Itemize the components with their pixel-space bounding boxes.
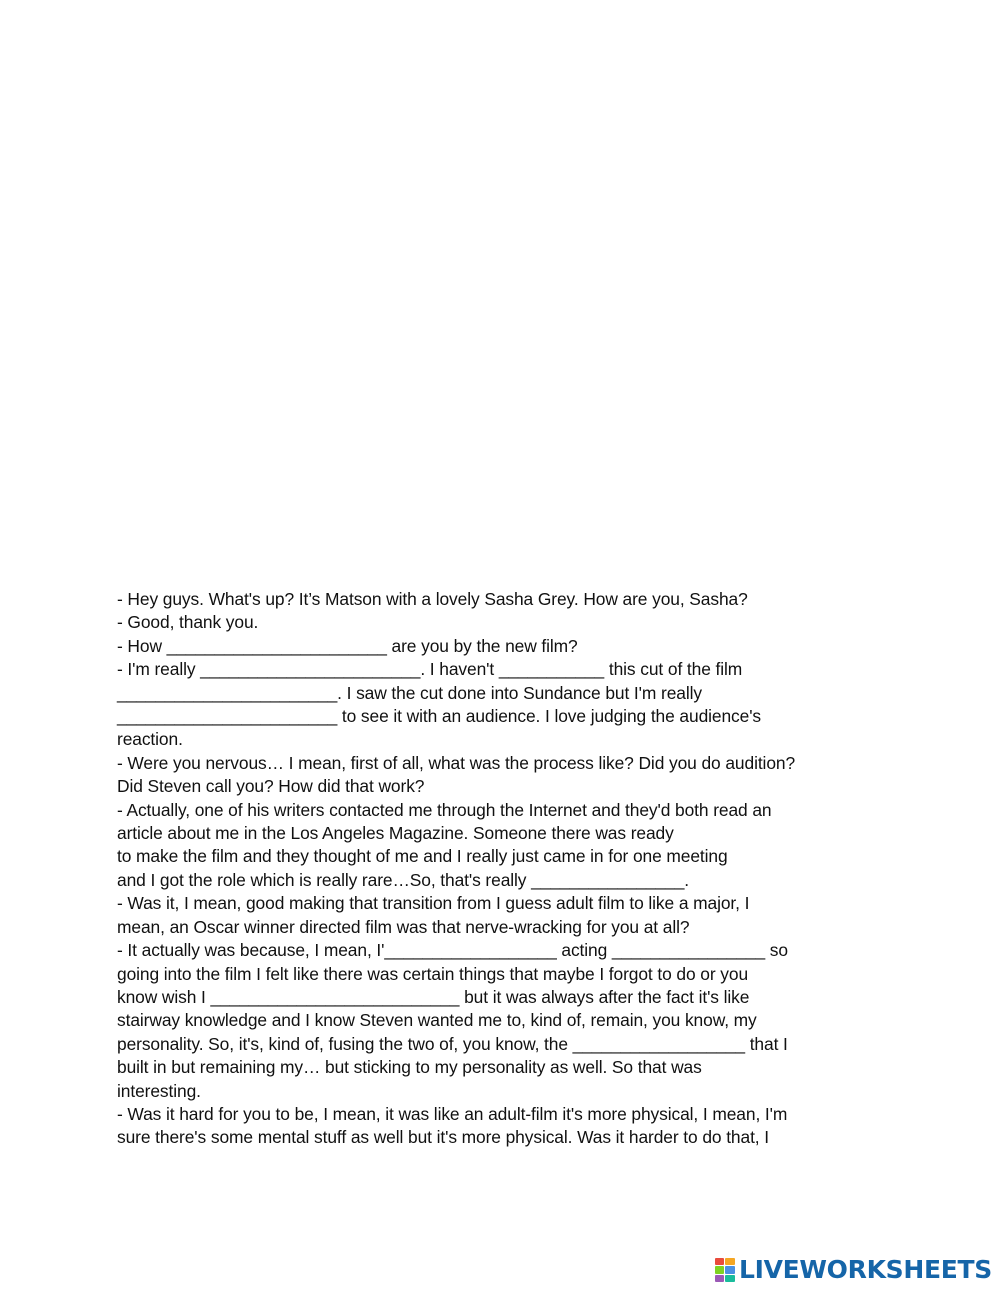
transcript-line: Did Steven call you? How did that work? — [117, 776, 425, 797]
transcript-line: sure there's some mental stuff as well but it's more physical. Was it harder to do that, I — [117, 1127, 770, 1148]
logo-tile — [715, 1266, 725, 1273]
transcript-line: - I'm really _______________________. I haven't ___________ this cut of the film — [117, 659, 743, 680]
transcript-line: to make the film and they thought of me and I really just came in for one meeting — [117, 846, 728, 867]
transcript-line: - How _______________________ are you by the new film? — [117, 635, 578, 656]
transcript-line: built in but remaining my… but sticking to my personality as well. So that was — [117, 1057, 702, 1078]
transcript-line: _______________________ to see it with an audience. I love judging the audience's — [117, 706, 762, 727]
logo-text: LIVEWORKSHEETS — [738, 1255, 992, 1284]
transcript-line: article about me in the Los Angeles Magazine. Someone there was ready — [117, 823, 674, 844]
logo-tile — [715, 1258, 725, 1265]
liveworksheets-icon — [715, 1258, 735, 1282]
logo-tile — [725, 1275, 735, 1282]
transcript-line: - Actually, one of his writers contacted me through the Internet and they'd both read an — [117, 799, 772, 820]
transcript-line: _______________________. I saw the cut done into Sundance but I'm really — [117, 682, 702, 703]
transcript-line: and I got the role which is really rare…So, that's really ________________. — [117, 869, 690, 890]
interview-transcript — [117, 588, 887, 1150]
transcript-line: - Was it hard for you to be, I mean, it was like an adult-film it's more physical, I mean, I'm — [117, 1103, 788, 1124]
transcript-line: - Was it, I mean, good making that transition from I guess adult film to like a major, I — [117, 893, 750, 914]
transcript-line: stairway knowledge and I know Steven wanted me to, kind of, remain, you know, my — [117, 1010, 757, 1031]
transcript-line: reaction. — [117, 729, 183, 750]
logo-tile — [715, 1275, 725, 1282]
transcript-line: mean, an Oscar winner directed film was that nerve-wracking for you at all? — [117, 916, 690, 937]
logo-tile — [725, 1258, 735, 1265]
transcript-line: interesting. — [117, 1080, 201, 1101]
transcript-line: - Hey guys. What's up? It’s Matson with a lovely Sasha Grey. How are you, Sasha? — [117, 589, 748, 609]
transcript-line: - Were you nervous… I mean, first of all, what was the process like? Did you do audition? — [117, 752, 796, 773]
liveworksheets-logo — [715, 1256, 992, 1284]
transcript-line: - It actually was because, I mean, I'__________________ acting ________________ so — [117, 940, 788, 961]
logo-tile — [725, 1266, 735, 1273]
transcript-line: - Good, thank you. — [117, 612, 259, 633]
transcript-line: personality. So, it's, kind of, fusing the two of, you know, the __________________ that I — [117, 1033, 788, 1054]
transcript-line: going into the film I felt like there was certain things that maybe I forgot to do or you — [117, 963, 749, 984]
transcript-line: know wish I __________________________ but it was always after the fact it's like — [117, 986, 750, 1007]
